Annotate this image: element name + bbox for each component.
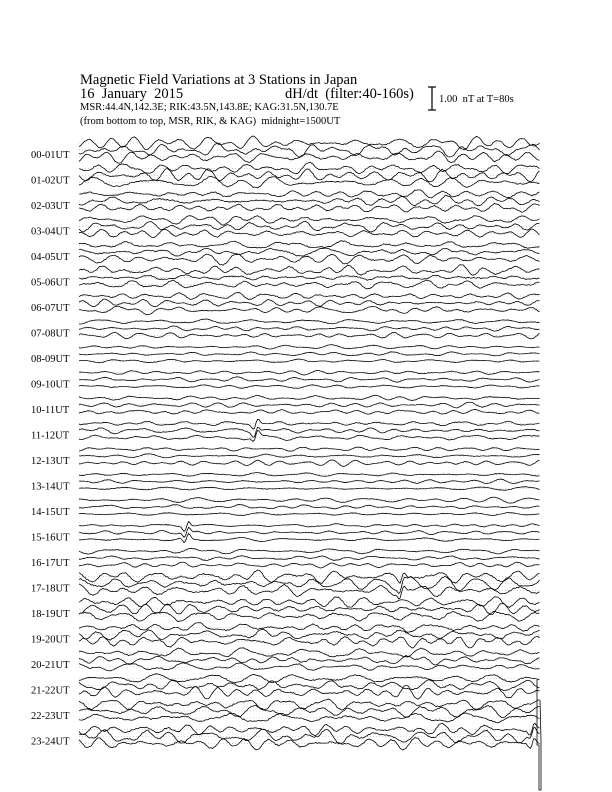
trace-msr [79,253,540,265]
trace-msr [79,409,540,414]
hour-label: 03-04UT [31,226,70,238]
trace-rik [79,169,540,182]
trace-kag [79,241,540,249]
end-of-day-excursion [537,680,541,790]
hour-label: 02-03UT [31,201,70,212]
hour-label: 23-24UT [31,736,70,748]
trace-kag [79,522,540,532]
hour-label: 19-20UT [31,634,70,646]
chart-title: Magnetic Field Variations at 3 Stations in Japan [80,72,358,88]
trace-order-note: (from bottom to top, MSR, RIK, & KAG) midnight=1500UT [80,116,341,127]
scale-bar [428,87,436,110]
trace-rik [79,680,540,691]
hour-label: 21-22UT [31,685,70,697]
trace-rik [79,727,540,743]
hour-label: 12-13UT [31,456,70,467]
trace-rik [79,576,540,593]
station-coords: MSR:44.4N,142.3E; RIK:43.5N,143.8E; KAG:31.5N,130.7E [80,102,339,113]
trace-kag [79,162,540,174]
trace-kag [79,648,540,657]
trace-msr [79,584,540,599]
hour-label: 05-06UT [31,277,70,289]
trace-msr [79,430,540,441]
filter-label: dH/dt (filter:40-160s) [285,86,414,102]
trace-rik [79,195,540,205]
trace-rik [79,505,540,509]
trace-msr [79,306,540,315]
chart-date: 16 January 2015 [80,86,184,102]
trace-msr [79,738,540,750]
hour-label: 13-14UT [31,481,70,493]
trace-msr [79,534,540,543]
trace-kag [79,265,540,276]
trace-kag [79,370,540,375]
hour-label: 14-15UT [31,507,70,518]
hour-label: 08-09UT [31,354,70,365]
trace-msr [79,636,540,647]
hour-label: 16-17UT [31,558,70,569]
hour-label: 15-16UT [31,532,70,544]
hour-label: 22-23UT [31,711,70,722]
hour-label: 11-12UT [31,430,70,442]
hour-label: 17-18UT [31,583,70,595]
trace-msr [79,611,540,621]
trace-rik [79,479,540,483]
trace-rik [79,705,540,718]
hour-label: 07-08UT [31,328,70,340]
hour-label: 01-02UT [31,175,70,187]
trace-msr [79,685,540,699]
trace-kag [79,419,540,429]
hour-label: 18-19UT [31,609,70,620]
hour-label: 09-10UT [31,379,70,391]
hour-label: 06-07UT [31,303,70,314]
trace-kag [79,699,540,710]
hour-label: 04-05UT [31,252,70,263]
hour-label: 00-01UT [31,150,70,161]
hour-label: 10-11UT [31,405,70,416]
hour-label: 20-21UT [31,660,70,671]
scale-bar-label: 1.00 nT at T=80s [439,94,514,105]
